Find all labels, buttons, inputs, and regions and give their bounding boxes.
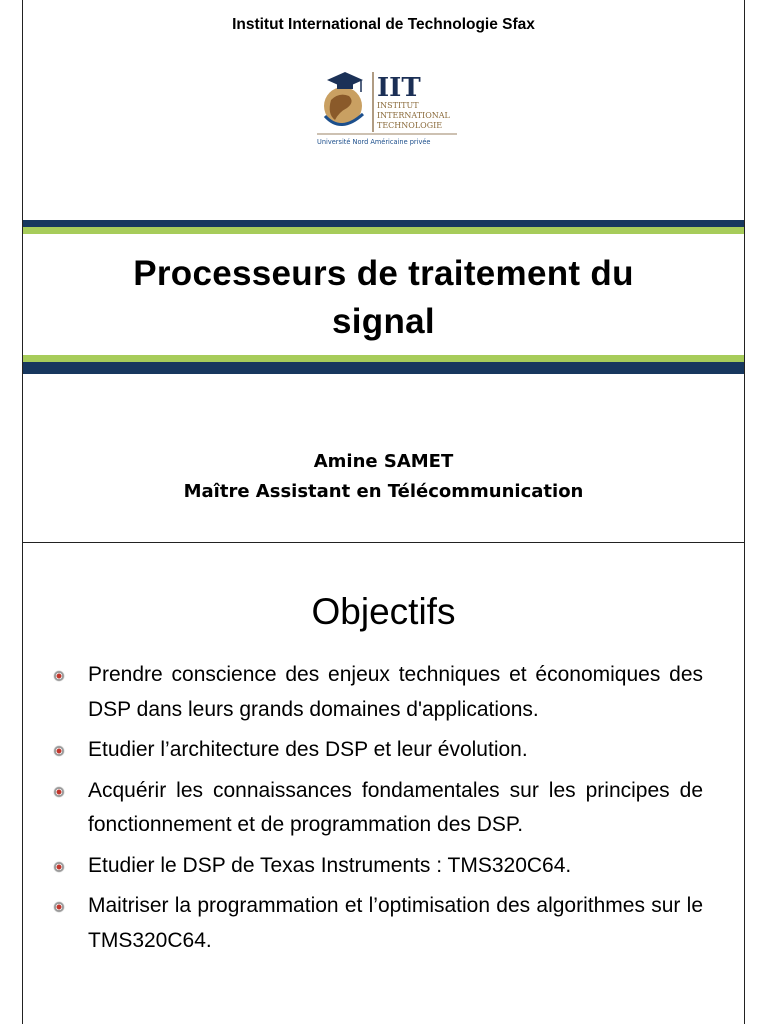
logo-iit-text: IIT bbox=[377, 73, 421, 103]
list-item bbox=[23, 889, 744, 958]
iit-logo bbox=[317, 66, 467, 150]
list-item-text: Acquérir les connaissances fondamentales sur les principes de fonctionnement et de programmation des DSP. bbox=[88, 778, 703, 836]
list-item bbox=[23, 849, 744, 884]
list-item-text: Etudier l’architecture des DSP et leur évolution. bbox=[88, 738, 528, 761]
logo-line3: TECHNOLOGIE bbox=[377, 121, 443, 130]
list-item bbox=[23, 733, 744, 768]
author-name: Amine SAMET bbox=[313, 451, 454, 472]
bottom-green-band bbox=[23, 355, 744, 362]
logo-tagline: Université Nord Américaine privée bbox=[317, 138, 431, 146]
list-item-text: Maitriser la programmation et l’optimisation des algorithmes sur le TMS320C64. bbox=[88, 894, 703, 952]
institute-name: Institut International de Technologie Sfax bbox=[232, 16, 535, 33]
top-green-band bbox=[23, 227, 744, 234]
objectives-slide bbox=[22, 543, 745, 1024]
list-item-text: Etudier le DSP de Texas Instruments : TMS320C64. bbox=[88, 853, 572, 877]
list-item bbox=[23, 774, 744, 843]
bullet-icon bbox=[54, 746, 64, 756]
bullet-icon bbox=[54, 902, 64, 912]
author-role: Maître Assistant en Télécommunication bbox=[183, 481, 584, 502]
top-navy-band bbox=[23, 220, 744, 227]
objectives-list bbox=[23, 658, 744, 964]
logo-line2: INTERNATIONAL bbox=[377, 111, 450, 120]
title-line-1: Processeurs de traitement du bbox=[133, 254, 634, 293]
list-item-text: Prendre conscience des enjeux techniques et économiques des DSP dans leurs grands domaines d'applications. bbox=[88, 663, 703, 721]
title-line-2: signal bbox=[332, 302, 435, 341]
title-slide bbox=[22, 0, 745, 543]
list-item bbox=[23, 658, 744, 727]
page-title bbox=[23, 250, 744, 346]
bullet-icon bbox=[54, 787, 64, 797]
bullet-icon bbox=[54, 862, 64, 872]
logo-line1: INSTITUT bbox=[377, 101, 419, 110]
bullet-icon bbox=[54, 671, 64, 681]
author-block bbox=[23, 447, 744, 507]
objectives-heading: Objectifs bbox=[311, 591, 456, 632]
bottom-navy-band bbox=[23, 362, 744, 374]
